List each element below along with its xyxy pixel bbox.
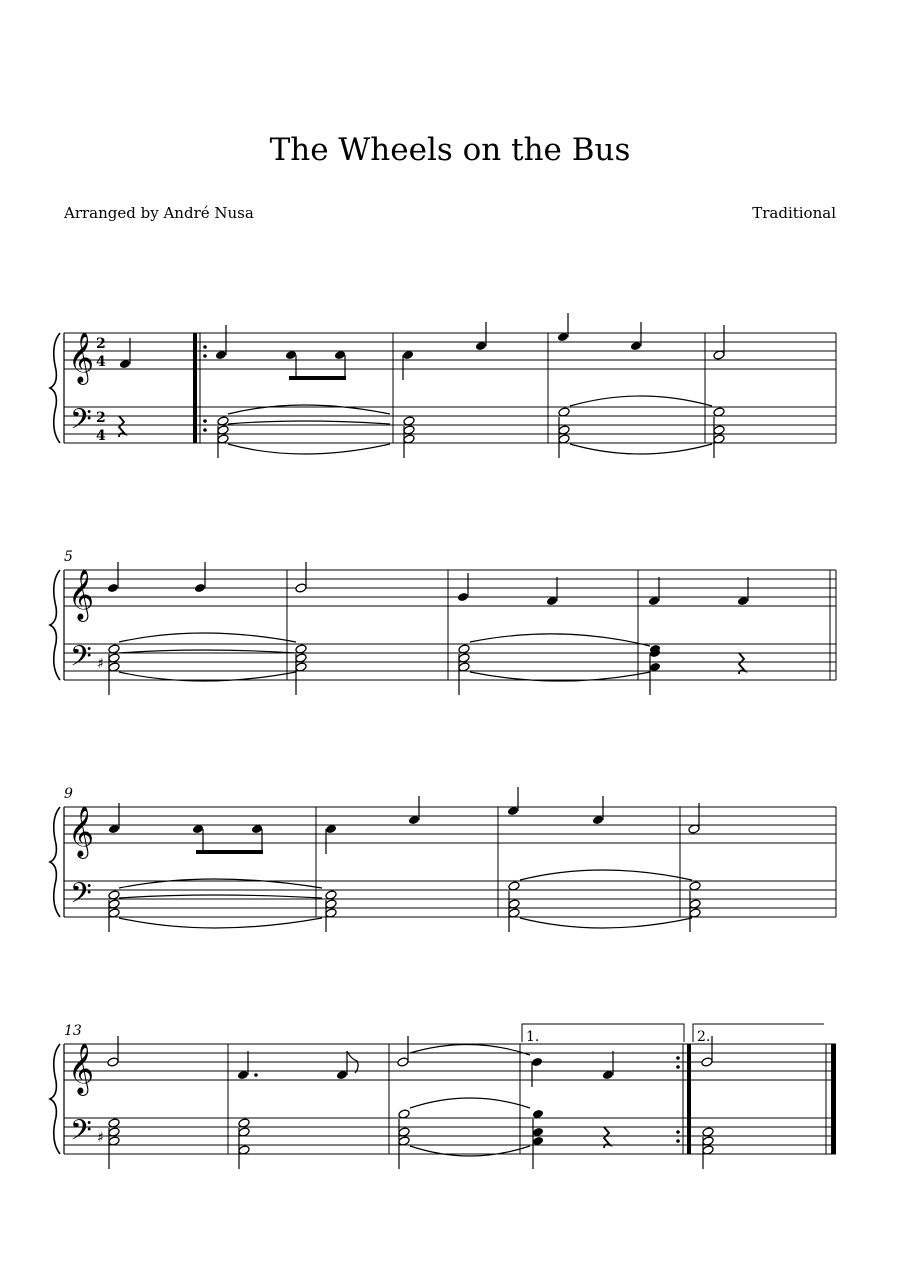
- score-title: The Wheels on the Bus: [269, 132, 631, 168]
- measure-number: 13: [64, 1023, 82, 1039]
- time-signature-bass: [96, 410, 106, 444]
- svg-text:♯: ♯: [97, 656, 104, 672]
- system-4: [50, 1023, 836, 1169]
- svg-text:2: 2: [96, 336, 106, 352]
- svg-text:4: 4: [96, 354, 106, 370]
- svg-text:𝄞: 𝄞: [68, 806, 95, 857]
- system-1: [50, 313, 836, 458]
- system-3: [50, 786, 836, 932]
- volta-2-bracket: [693, 1024, 824, 1042]
- treble-clef: 𝄞: [68, 332, 95, 383]
- quarter-rest: [119, 416, 125, 437]
- measure-number: 5: [64, 549, 73, 565]
- volta-1-bracket: [522, 1024, 684, 1042]
- svg-text:𝄢: 𝄢: [70, 877, 92, 917]
- svg-text:4: 4: [96, 428, 106, 444]
- repeat-thick-bar: [193, 333, 197, 443]
- svg-text:𝄞: 𝄞: [68, 569, 95, 620]
- volta-1-label: 1.: [526, 1029, 540, 1045]
- svg-text:2: 2: [96, 410, 106, 426]
- composer-credit: Traditional: [752, 204, 836, 222]
- svg-text:𝄢: 𝄢: [70, 640, 92, 680]
- svg-text:𝄞: 𝄞: [68, 1043, 95, 1094]
- arranger-credit: Arranged by André Nusa: [64, 204, 254, 222]
- brace: [50, 333, 60, 443]
- system-2: [50, 549, 836, 695]
- svg-text:♯: ♯: [97, 1130, 104, 1146]
- volta-2-label: 2.: [697, 1029, 711, 1045]
- bass-clef: 𝄢: [70, 403, 92, 443]
- measure-number: 9: [64, 786, 73, 802]
- svg-text:𝄢: 𝄢: [70, 1114, 92, 1154]
- time-signature-treble: [96, 336, 106, 370]
